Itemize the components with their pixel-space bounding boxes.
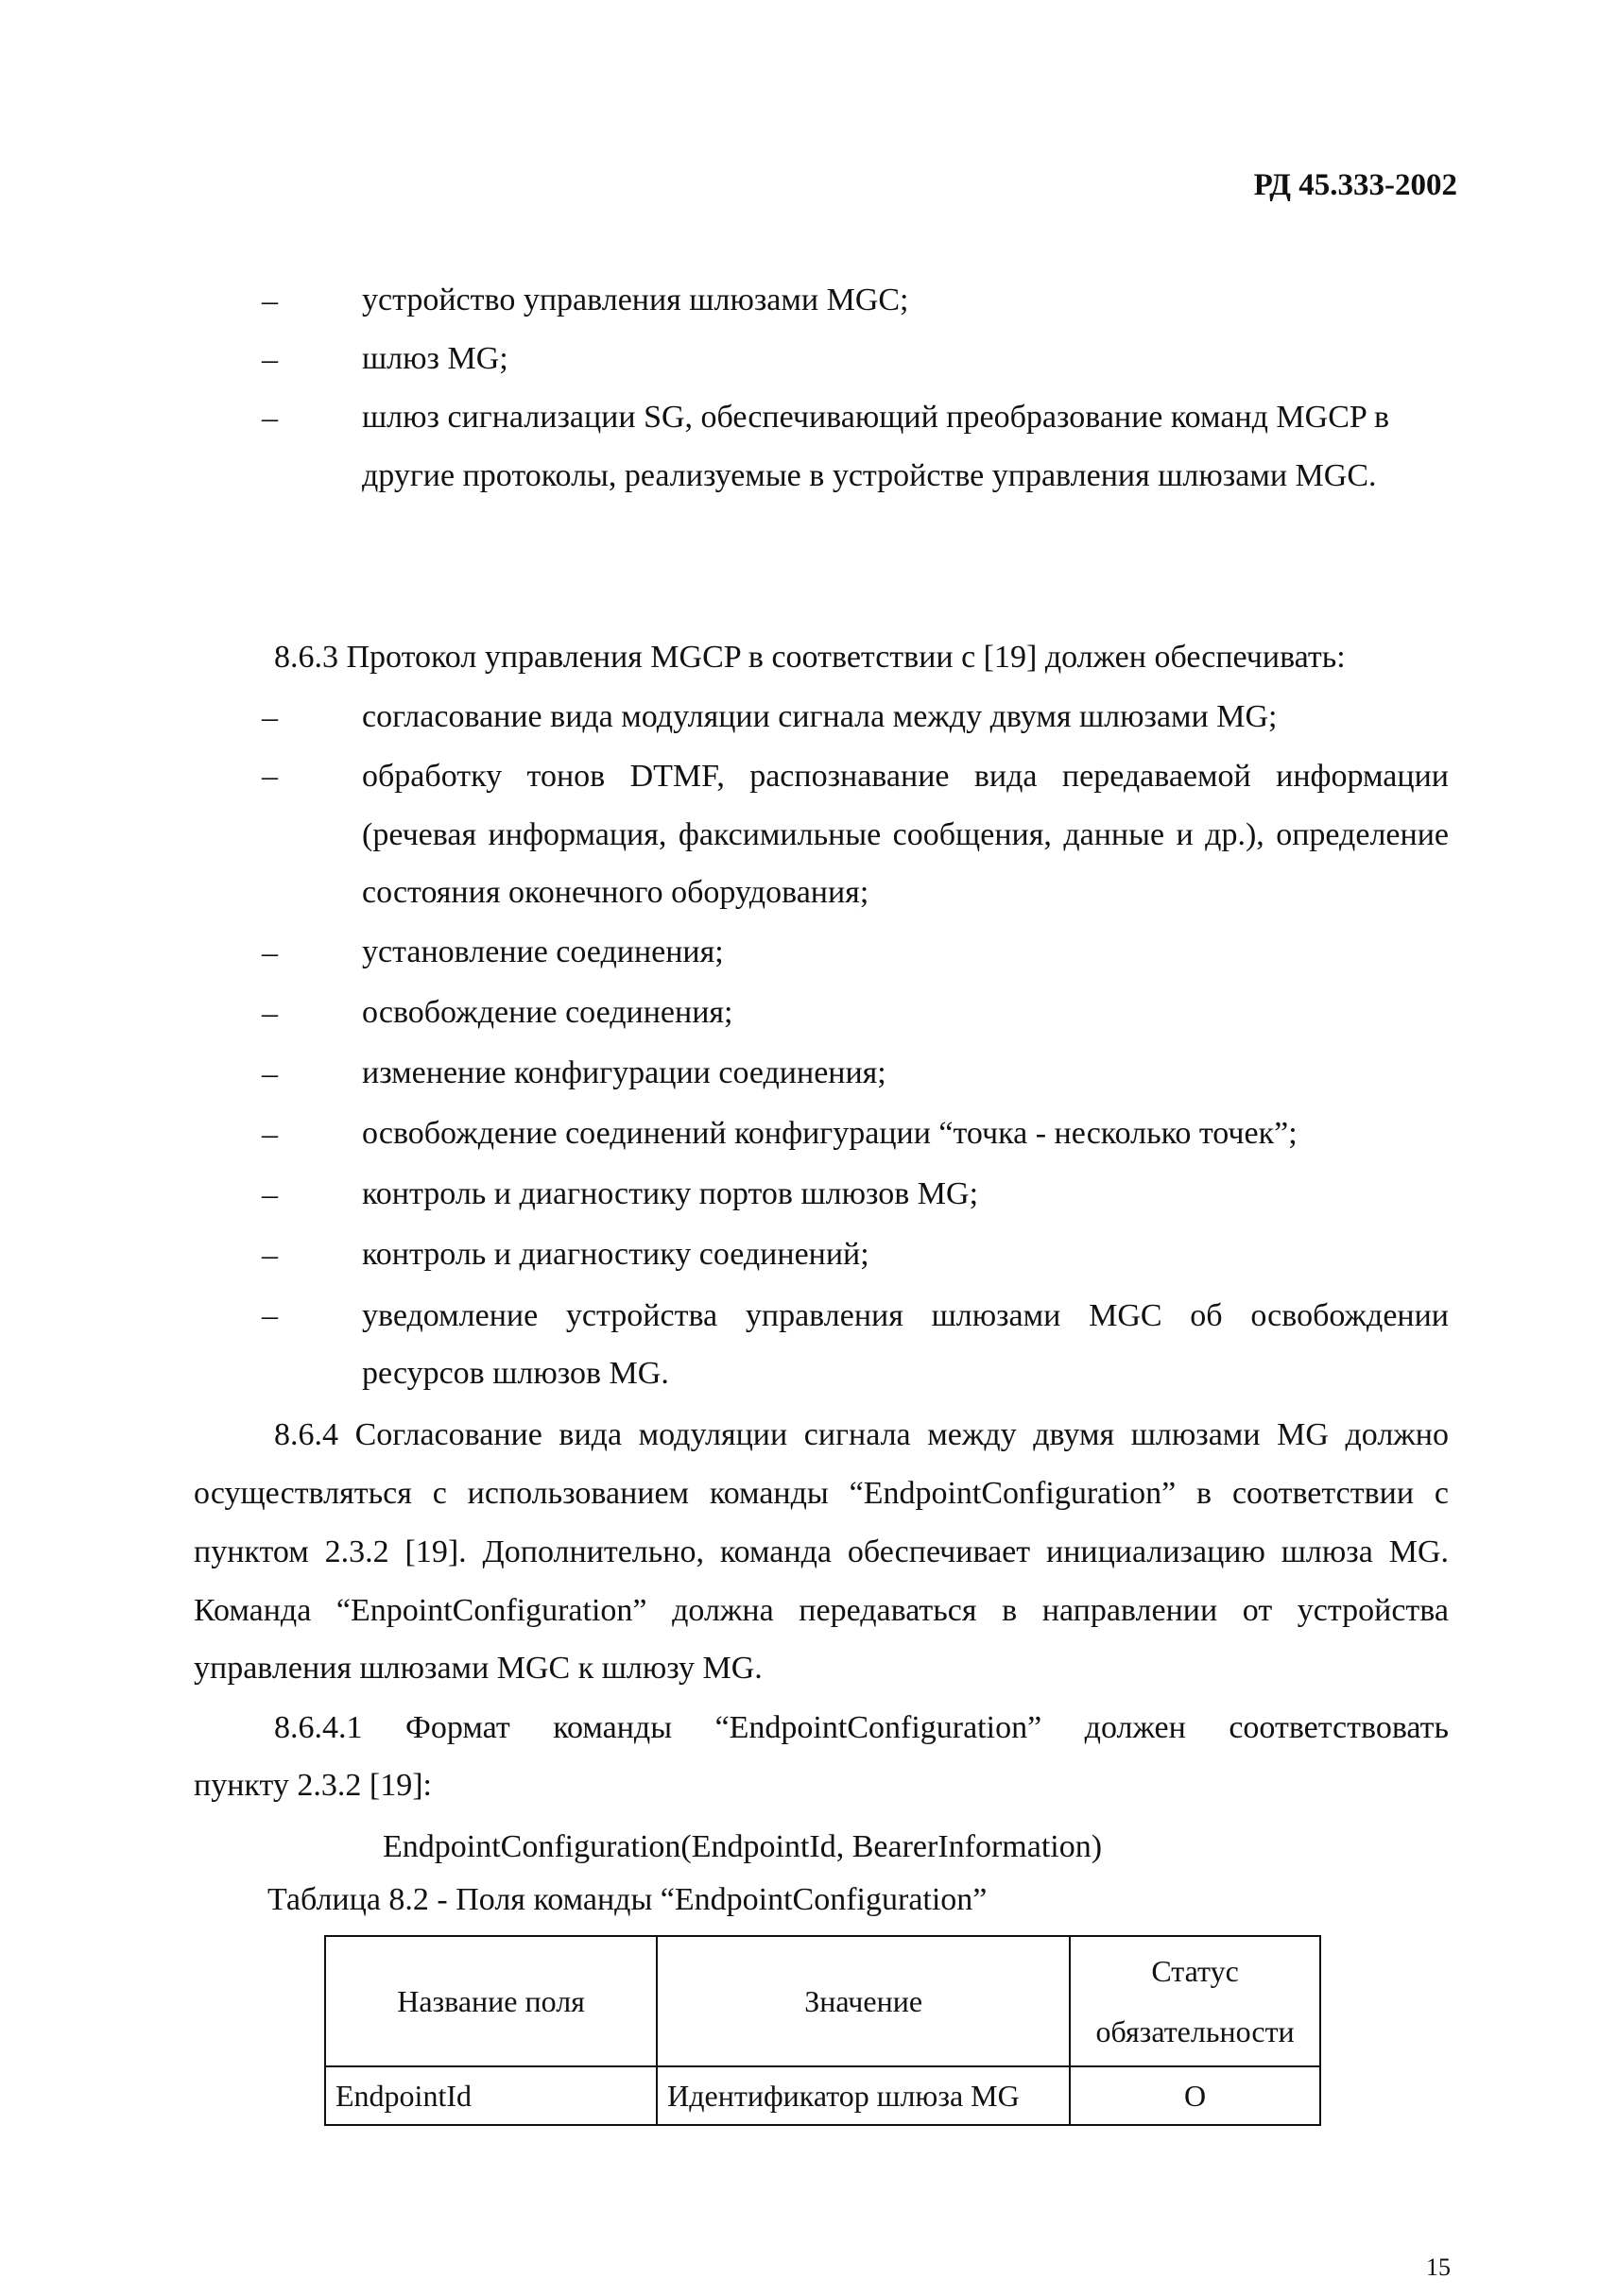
paragraph-line: пункту 2.3.2 [19]: [194,1768,432,1803]
header-status-line: обязательности [1095,2014,1295,2048]
list-dash: – [262,1177,278,1212]
header-field-name: Название поля [325,1936,657,2066]
list-dash: – [262,759,278,794]
list-dash: – [262,700,278,735]
list-item: шлюз сигнализации SG, обеспечивающий преобразование команд MGCP в [362,400,1390,435]
paragraph-line: пунктом 2.3.2 [19]. Дополнительно, команда обеспечивает инициализацию шлюза MG. [194,1534,1449,1569]
table-cell: Идентификатор шлюза MG [657,2066,1070,2125]
paragraph-line: осуществляться с использованием команды “EndpointConfiguration” в соответствии с [194,1476,1449,1511]
list-item: контроль и диагностику соединений; [362,1237,869,1272]
list-dash: – [262,1298,278,1333]
header-value: Значение [657,1936,1070,2066]
table-row [325,2066,1320,2125]
paragraph-line: Команда “EnpointConfiguration” должна передаваться в направлении от устройства [194,1593,1449,1628]
list-dash: – [262,935,278,970]
list-dash: – [262,1117,278,1152]
table-cell: O [1070,2066,1320,2125]
table-cell: EndpointId [325,2066,657,2125]
list-item: согласование вида модуляции сигнала между двумя шлюзами MG; [362,699,1278,734]
list-item-continuation: другие протоколы, реализуемые в устройстве управления шлюзами MGC. [362,458,1377,493]
list-dash: – [262,1056,278,1091]
header-status [1070,1936,1320,2066]
fields-table [324,1935,1321,2126]
list-item: уведомление устройства управления шлюзами MGC об освобождении [362,1298,1449,1333]
list-item: освобождение соединений конфигурации “точка - несколько точек”; [362,1116,1298,1151]
paragraph-line: управления шлюзами MGC к шлюзу MG. [194,1651,763,1686]
header-status-line: Статус [1151,1954,1239,1988]
list-dash: – [262,996,278,1031]
paragraph-line: 8.6.4.1 Формат команды “EndpointConfiguration” должен соответствовать [274,1710,1449,1745]
list-dash: – [262,1238,278,1273]
list-item: изменение конфигурации соединения; [362,1055,886,1090]
list-item: устройство управления шлюзами MGC; [362,283,909,317]
list-item-continuation: (речевая информация, факсимильные сообщения, данные и др.), определение [362,817,1449,852]
table-header-row [325,1936,1320,2066]
list-item: контроль и диагностику портов шлюзов MG; [362,1176,979,1211]
paragraph-line: 8.6.4 Согласование вида модуляции сигнала между двумя шлюзами MG должно [274,1417,1449,1452]
page-number: 15 [1426,2253,1451,2281]
section-heading: 8.6.3 Протокол управления MGCP в соответствии с [19] должен обеспечивать: [274,640,1346,675]
command-formula: EndpointConfiguration(EndpointId, BearerInformation) [383,1829,1103,1864]
list-item: обработку тонов DTMF, распознавание вида передаваемой информации [362,759,1449,794]
list-item-continuation: состояния оконечного оборудования; [362,875,869,910]
list-dash: – [262,401,278,436]
table-caption: Таблица 8.2 - Поля команды “EndpointConfiguration” [267,1882,988,1917]
list-item-continuation: ресурсов шлюзов MG. [362,1356,669,1391]
list-item: шлюз MG; [362,341,508,376]
list-item: освобождение соединения; [362,995,733,1030]
list-dash: – [262,342,278,377]
list-dash: – [262,283,278,318]
document-code: РД 45.333-2002 [1253,168,1457,202]
list-item: установление соединения; [362,934,724,969]
